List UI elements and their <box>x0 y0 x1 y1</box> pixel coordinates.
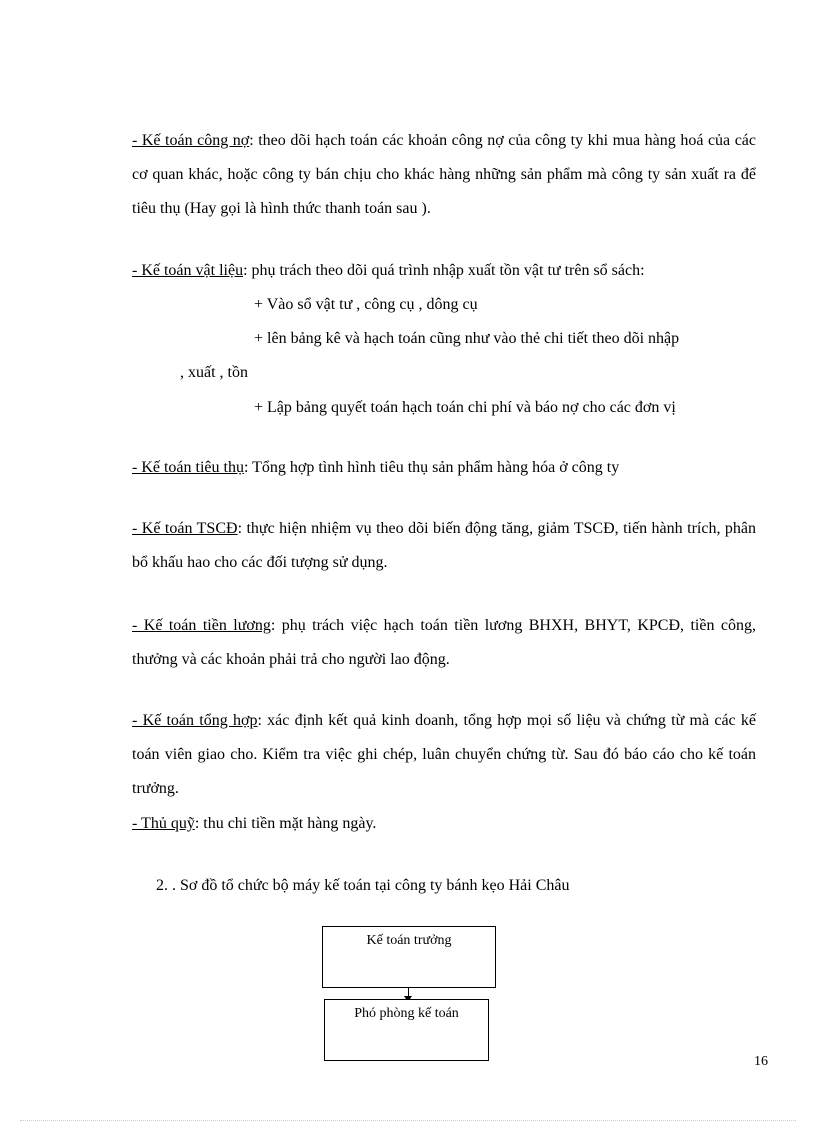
page-number: 16 <box>754 1054 768 1069</box>
term-tien-luong: - Kế toán tiền lương <box>132 617 271 634</box>
term-tong-hop: - Kế toán tổng hợp <box>132 712 258 729</box>
term-thu-quy: - Thủ quỹ <box>132 815 195 832</box>
section-vat-lieu <box>132 254 756 288</box>
section-tien-luong <box>132 609 756 677</box>
vat-lieu-item-2-cont: , xuất , tồn <box>180 364 248 381</box>
box-label-deputy-head: Phó phòng kế toán <box>354 1006 459 1021</box>
section-cong-no <box>132 124 756 226</box>
text-thu-quy: : thu chi tiền mặt hàng ngày. <box>194 815 377 832</box>
box-label-chief-accountant: Kế toán trưởng <box>366 933 452 948</box>
text-tien-luong: : phụ trách việc hạch toán tiền lương BHXH, BHYT, KPCĐ, tiền công, thưởng và các khoản phải trả cho người lao động. <box>132 617 756 668</box>
text-vat-lieu: : phụ trách theo dõi quá trình nhập xuất tồn vật tư trên sổ sách: <box>243 262 645 279</box>
vat-lieu-item-3: + Lập bảng quyết toán hạch toán chi phí và báo nợ cho các đơn vị <box>254 399 676 416</box>
text-tscd: : thực hiện nhiệm vụ theo dõi biến động tăng, giảm TSCĐ, tiến hành trích, phân bổ khấu hao cho các đối tượng sử dụng. <box>132 520 757 571</box>
section-tscd <box>132 512 756 580</box>
diagram-box-deputy-head <box>324 999 489 1061</box>
section-tong-hop <box>132 704 756 806</box>
text-tieu-thu: : Tổng hợp tình hình tiêu thụ sản phẩm hàng hóa ở công ty <box>243 459 620 476</box>
section-tieu-thu <box>132 451 756 485</box>
diagram-box-chief-accountant <box>322 926 496 988</box>
term-tscd: - Kế toán TSCĐ <box>132 520 238 537</box>
page-divider <box>20 1120 796 1121</box>
section-thu-quy <box>132 807 756 841</box>
section-heading: 2. . Sơ đồ tổ chức bộ máy kế toán tại công ty bánh kẹo Hải Châu <box>156 877 570 894</box>
vat-lieu-item-2: + lên bảng kê và hạch toán cũng như vào thẻ chi tiết theo dõi nhập <box>254 330 680 347</box>
text-tong-hop: : xác định kết quả kinh doanh, tổng hợp mọi số liệu và chứng từ mà các kế toán viên giao cho. Kiểm tra việc ghi chép, luân chuyển chứng từ. Sau đó báo cáo cho kế toán trưởng. <box>132 712 757 797</box>
term-vat-lieu: - Kế toán vật liệu <box>132 262 244 279</box>
term-tieu-thu: - Kế toán tiêu thụ <box>132 459 244 476</box>
text-cong-no: : theo dõi hạch toán các khoản công nợ của công ty khi mua hàng hoá của các cơ quan khác, hoặc công ty bán chịu cho khác hàng những sản phẩm mà công ty sản xuất ra để tiêu thụ (Hay gọi là hình thức thanh toán sau ). <box>132 132 757 217</box>
term-cong-no: - Kế toán công nợ <box>132 132 250 149</box>
vat-lieu-item-1: + Vào sổ vật tư , công cụ , dông cụ <box>254 296 478 313</box>
